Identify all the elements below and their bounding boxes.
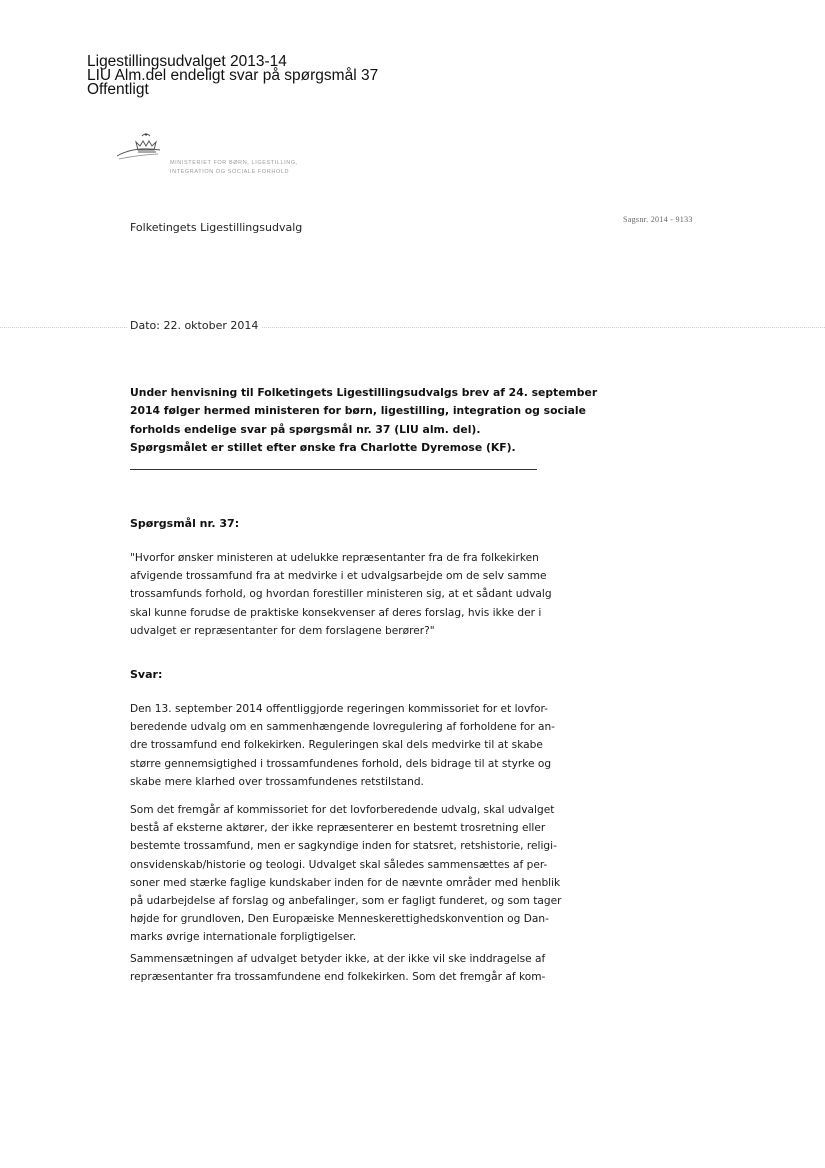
answer-line: dre trossamfund end folkekirken. Reguleringen skal dels medvirke til at skabe [130,739,543,752]
question-line: trossamfunds forhold, og hvordan forestiller ministeren sig, at et sådant udvalg [130,588,552,601]
answer-line: højde for grundloven, Den Europæiske Menneskerettighedskonvention og Dan- [130,913,549,926]
stamp-reference: LIU Alm.del endeligt svar på spørgsmål 37 [87,67,379,84]
recipient: Folketingets Ligestillingsudvalg [130,221,303,234]
answer-heading: Svar: [130,668,163,681]
question-heading: Spørgsmål nr. 37: [130,517,240,530]
answer-line: Sammensætningen af udvalget betyder ikke, at der ikke vil ske inddragelse af [130,953,546,965]
question-text [130,549,600,640]
intro-line: forholds endelige svar på spørgsmål nr. 37 (LIU alm. del). [130,422,481,436]
intro-line: Under henvisning til Folketingets Ligestillingsudvalgs brev af 24. september [130,386,598,399]
answer-line: på udarbejdelse af forslag og anbefalinger, som er fagligt funderet, og som tager [130,895,562,908]
answer-paragraph-2 [130,801,600,947]
stamp-status: Offentligt [87,81,149,98]
document-stamp [87,55,378,97]
question-line: afvigende trossamfund fra at medvirke i et udvalgsarbejde om de selv samme [130,570,547,583]
answer-line: repræsentanter fra trossamfundene end folkekirken. Som det fremgår af kom- [130,971,546,984]
answer-line: skabe mere klarhed over trossamfundenes retstilstand. [130,775,424,788]
answer-line: bestemte trossamfund, men er sagkyndige inden for statsret, retshistorie, religi- [130,840,557,853]
answer-line: større gennemsigtighed i trossamfundenes forhold, dels bidrage til at styrke og [130,757,552,770]
question-line: udvalget er repræsentanter for dem forslagene berører?" [130,624,435,637]
letter-date: Dato: 22. oktober 2014 [127,319,261,332]
case-number: Sagsnr. 2014 - 9133 [623,215,693,224]
stamp-committee: Ligestillingsudvalget 2013-14 [87,53,287,70]
ministry-name-line2: INTEGRATION OG SOCIALE FORHOLD [170,169,290,175]
question-line: skal kunne forudse de praktiske konsekvenser af deres forslag, hvis ikke der i [130,606,542,619]
answer-line: Som det fremgår af kommissoriet for det lovforberedende udvalg, skal udvalget [130,804,555,816]
ministry-letterhead [116,132,306,182]
horizontal-rule [130,469,537,470]
intro-line: Spørgsmålet er stillet efter ønske fra Charlotte Dyremose (KF). [130,441,516,455]
answer-line: Den 13. september 2014 offentliggjorde regeringen kommissoriet for et lovfor- [130,703,548,715]
answer-line: onsvidenskab/historie og teologi. Udvalget skal således sammensættes af per- [130,858,548,871]
answer-paragraph-3 [130,950,600,986]
dotted-divider [0,327,825,328]
answer-line: beredende udvalg om en sammenhængende lovregulering af forholdene for an- [130,721,555,734]
answer-paragraph-1 [130,700,600,791]
crown-logo-icon [116,132,176,162]
answer-line: soner med stærke faglige kundskaber inden for de nævnte områder med henblik [130,876,561,889]
intro-paragraph [130,384,600,458]
question-line: "Hvorfor ønsker ministeren at udelukke repræsentanter fra de fra folkekirken [130,552,539,564]
ministry-name-line1: MINISTERIET FOR BØRN, LIGESTILLING, [170,160,298,166]
answer-line: marks øvrige internationale forpligtigelser. [130,931,357,944]
intro-line: 2014 følger hermed ministeren for børn, ligestilling, integration og sociale [130,404,586,418]
answer-line: bestå af eksterne aktører, der ikke repræsenterer en bestemt trosretning eller [130,822,546,835]
